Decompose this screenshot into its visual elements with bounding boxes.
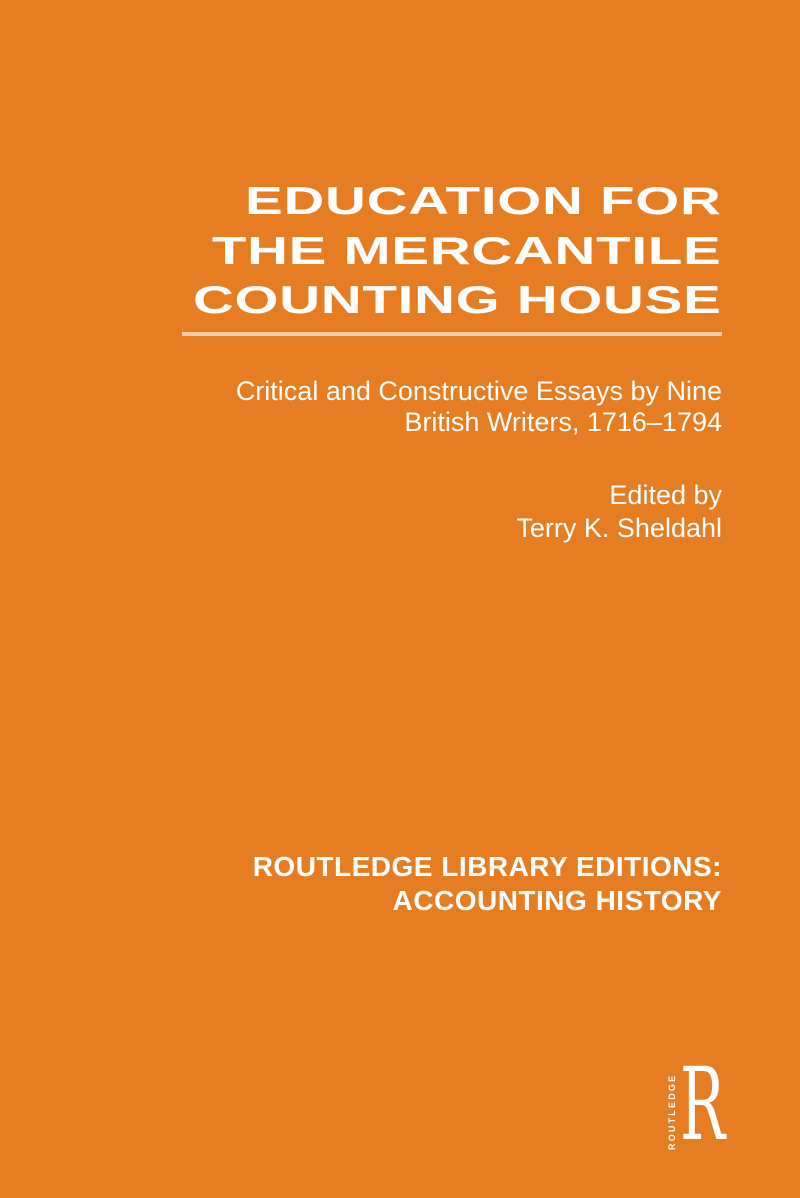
series-title-line-2: ACCOUNTING HISTORY: [392, 885, 722, 916]
series-title: [253, 850, 722, 918]
book-title: [193, 177, 722, 326]
routledge-logo-vertical-text: ROUTLEDGE: [667, 1073, 677, 1150]
book-title-line-1: EDUCATION FOR: [245, 180, 722, 223]
book-title-line-2: THE MERCANTILE: [212, 229, 722, 273]
book-subtitle-line-2: British Writers, 1716–1794: [404, 407, 722, 437]
routledge-logo-r-icon: R: [680, 1046, 726, 1163]
title-underline-rule: [182, 332, 722, 336]
book-title-line-3: COUNTING HOUSE: [193, 279, 722, 322]
editor-name: Terry K. Sheldahl: [516, 513, 722, 543]
series-title-line-1: ROUTLEDGE LIBRARY EDITIONS:: [252, 851, 722, 882]
edited-by-label: Edited by: [609, 480, 722, 510]
book-subtitle-line-1: Critical and Constructive Essays by Nine: [235, 376, 722, 406]
editor-credit: [516, 479, 722, 545]
book-subtitle: [236, 376, 722, 438]
routledge-logo: [667, 1046, 726, 1163]
